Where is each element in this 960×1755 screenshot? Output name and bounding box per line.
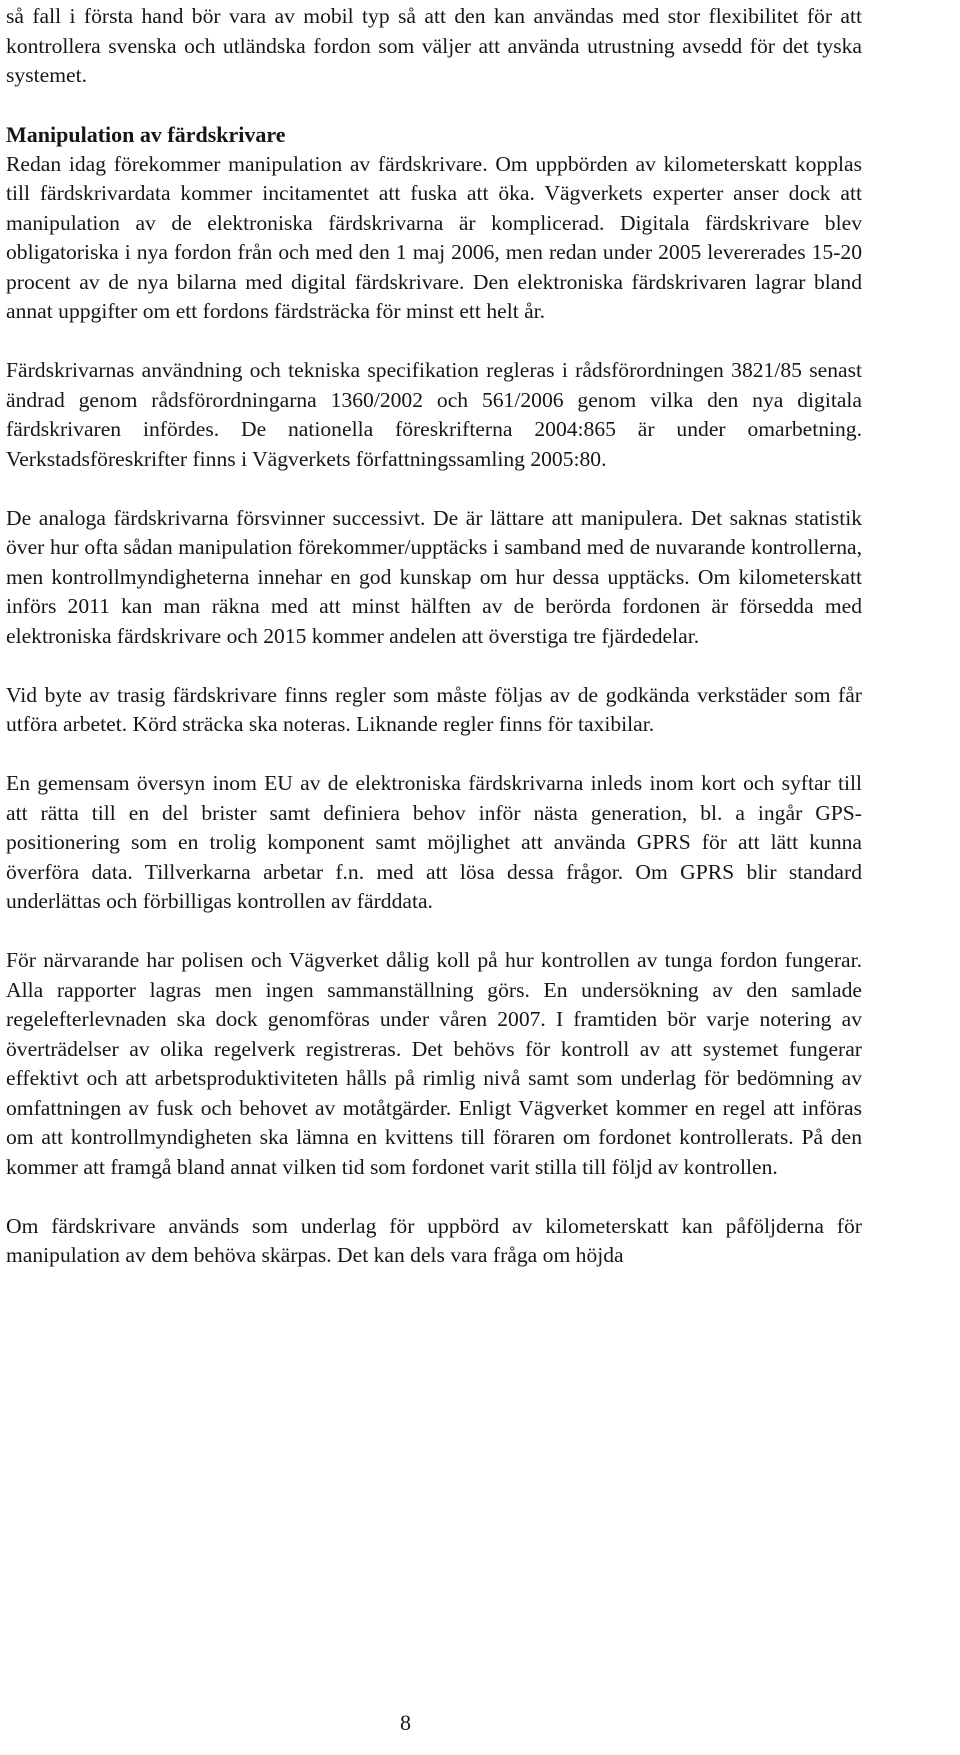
paragraph-6: För närvarande har polisen och Vägverket dålig koll på hur kontrollen av tunga fordon fungerar. Alla rapporter lagras men ingen sammanställning görs. En undersökning av den samlade regelefterlevnaden ska dock genomföras under våren 2007. I framtiden bör varje notering av överträdelser av olika regelverk registreras. Det behövs för kontroll av att systemet fungerar effektivt och att arbetsproduktiviteten hålls på rimlig nivå samt som underlag för bedömning av omfattningen av fusk och behovet av motåtgärder. Enligt Vägverket kommer en regel att införas om att kontrollmyndigheten ska lämna en kvittens till föraren om fordonet kontrollerats. På den kommer att framgå bland annat vilken tid som fordonet varit stilla till följd av kontrollen. — [6, 948, 862, 1179]
paragraph-5: En gemensam översyn inom EU av de elektroniska färdskrivarna inleds inom kort och syftar till att rätta till en del brister samt definiera behov inför nästa generation, bl. a ingår GPS-positionering som en trolig komponent samt möjlighet att använda GPRS för att lätt kunna överföra data. Tillverkarna arbetar f.n. med att lösa dessa frågor. Om GPRS blir standard underlättas och förbilligas kontrollen av färddata. — [6, 771, 862, 913]
intro-paragraph: så fall i första hand bör vara av mobil typ så att den kan användas med stor flexibilitet för att kontrollera svenska och utländska fordon som väljer att använda utrustning avsedd för det tyska systemet. — [6, 4, 862, 87]
section-heading: Manipulation av färdskrivare — [6, 122, 286, 147]
manipulation-section — [6, 120, 862, 327]
paragraph-2: Färdskrivarnas användning och tekniska specifikation regleras i rådsförordningen 3821/85 senast ändrad genom rådsförordningarna 1360/2002 och 561/2006 genom vilka den nya digitala färdskrivaren infördes. De nationella föreskrifterna 2004:865 är under omarbetning. Verkstadsföreskrifter finns i Vägverkets författningssamling 2005:80. — [6, 358, 862, 471]
paragraph-7: Om färdskrivare används som underlag för uppbörd av kilometerskatt kan påföljderna för manipulation av dem behöva skärpas. Det kan dels vara fråga om höjda — [6, 1213, 862, 1267]
page-number: 8 — [400, 1710, 411, 1735]
paragraph-1: Redan idag förekommer manipulation av färdskrivare. Om uppbörden av kilometerskatt kopplas till färdskrivardata kommer incitamentet att fuska att öka. Vägverkets experter anser dock att manipulation av de elektroniska färdskrivarna är komplicerad. Digitala färdskrivare blev obligatoriska i nya fordon från och med den 1 maj 2006, men redan under 2005 levererades 15-20 procent av de nya bilarna med digital färdskrivare. Den elektroniska färdskrivaren lagrar bland annat uppgifter om ett fordons färdsträcka för minst ett helt år. — [6, 151, 862, 323]
paragraph-4: Vid byte av trasig färdskrivare finns regler som måste följas av de godkända verkstäder som får utföra arbetet. Körd sträcka ska noteras. Liknande regler finns för taxibilar. — [6, 682, 862, 736]
paragraph-3: De analoga färdskrivarna försvinner successivt. De är lättare att manipulera. Det saknas statistik över hur ofta sådan manipulation förekommer/upptäcks i samband med de nuvarande kontrollerna, men kontrollmyndigheterna innehar en god kunskap om hur dessa upptäcks. Om kilometerskatt införs 2011 kan man räkna med att minst hälften av de berörda fordonen är försedda med elektroniska färdskrivare och 2015 kommer andelen att överstiga tre fjärdedelar. — [6, 505, 862, 648]
